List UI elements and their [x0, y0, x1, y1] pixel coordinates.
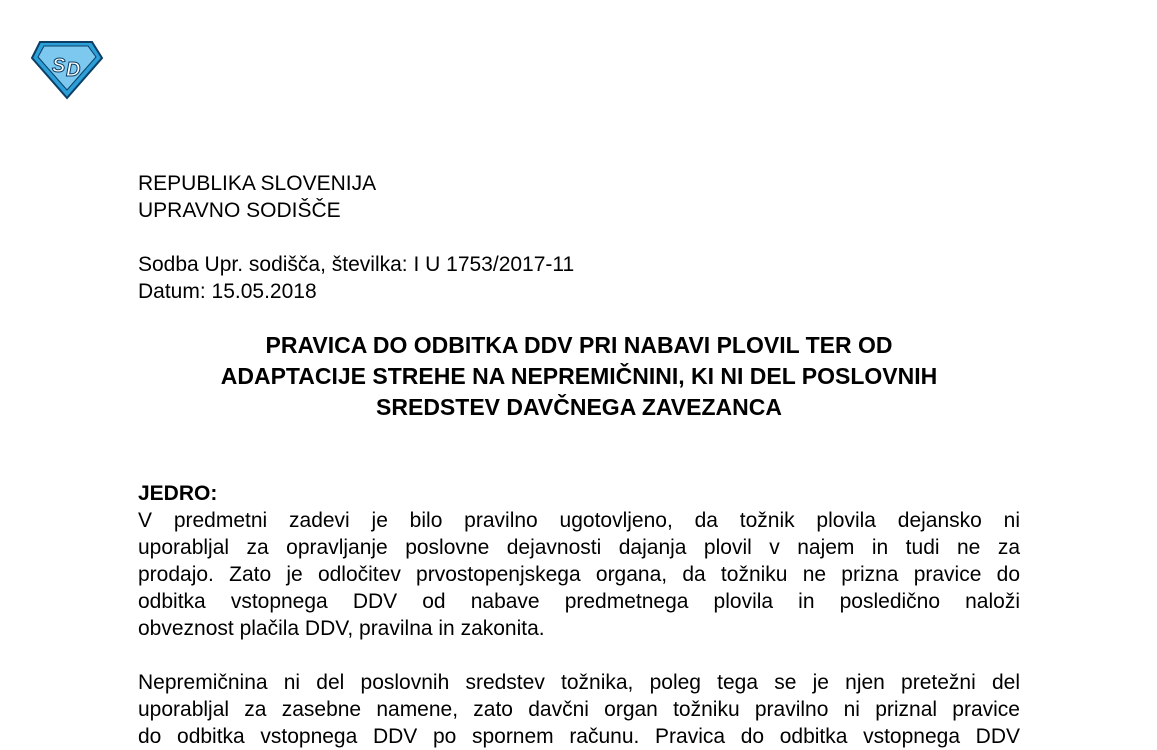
- paragraph-line: V predmetni zadevi je bilo pravilno ugotovljeno, da tožnik plovila dejansko ni: [138, 509, 1020, 532]
- paragraph-line: uporabljal za opravljanje poslovne dejavnosti dajanja plovil v najem in tudi ne za: [138, 536, 1020, 559]
- document-body: [138, 480, 1020, 750]
- title-line-3: SREDSTEV DAVČNEGA ZAVEZANCA: [376, 394, 782, 420]
- paragraph-line: do odbitka vstopnega DDV po spornem računu. Pravica do odbitka vstopnega DDV: [138, 725, 1020, 748]
- court-header: [138, 170, 376, 224]
- paragraph-2: [138, 669, 1020, 750]
- svg-text:D: D: [66, 59, 81, 81]
- document-title: [138, 330, 1020, 423]
- court-logo: [30, 40, 104, 100]
- paragraph-line: prodajo. Zato je odločitev prvostopenjskega organa, da tožniku ne prizna pravice do: [138, 563, 1020, 586]
- title-line-1: PRAVICA DO ODBITKA DDV PRI NABAVI PLOVIL TER OD: [265, 332, 893, 358]
- paragraph-line: Nepremičnina ni del poslovnih sredstev tožnika, poleg tega se je njen pretežni del: [138, 671, 1020, 694]
- paragraph-line: obveznost plačila DDV, pravilna in zakonita.: [138, 617, 545, 640]
- paragraph-line: uporabljal za zasebne namene, zato davčni organ tožniku pravilno ni priznal pravice: [138, 698, 1020, 721]
- court-name: UPRAVNO SODIŠČE: [138, 199, 341, 222]
- country-name: REPUBLIKA SLOVENIJA: [138, 172, 377, 195]
- section-heading: JEDRO:: [138, 482, 218, 505]
- svg-text:S: S: [52, 55, 66, 77]
- case-info: [138, 251, 574, 305]
- sd-diamond-logo-icon: [30, 40, 104, 100]
- case-number: Sodba Upr. sodišča, številka: I U 1753/2017-11: [138, 253, 575, 276]
- paragraph-line: odbitka vstopnega DDV od nabave predmetnega plovila in posledično naloži: [138, 590, 1020, 613]
- case-date: Datum: 15.05.2018: [138, 280, 317, 303]
- title-line-2: ADAPTACIJE STREHE NA NEPREMIČNINI, KI NI DEL POSLOVNIH: [220, 363, 938, 389]
- paragraph-1: [138, 507, 1020, 642]
